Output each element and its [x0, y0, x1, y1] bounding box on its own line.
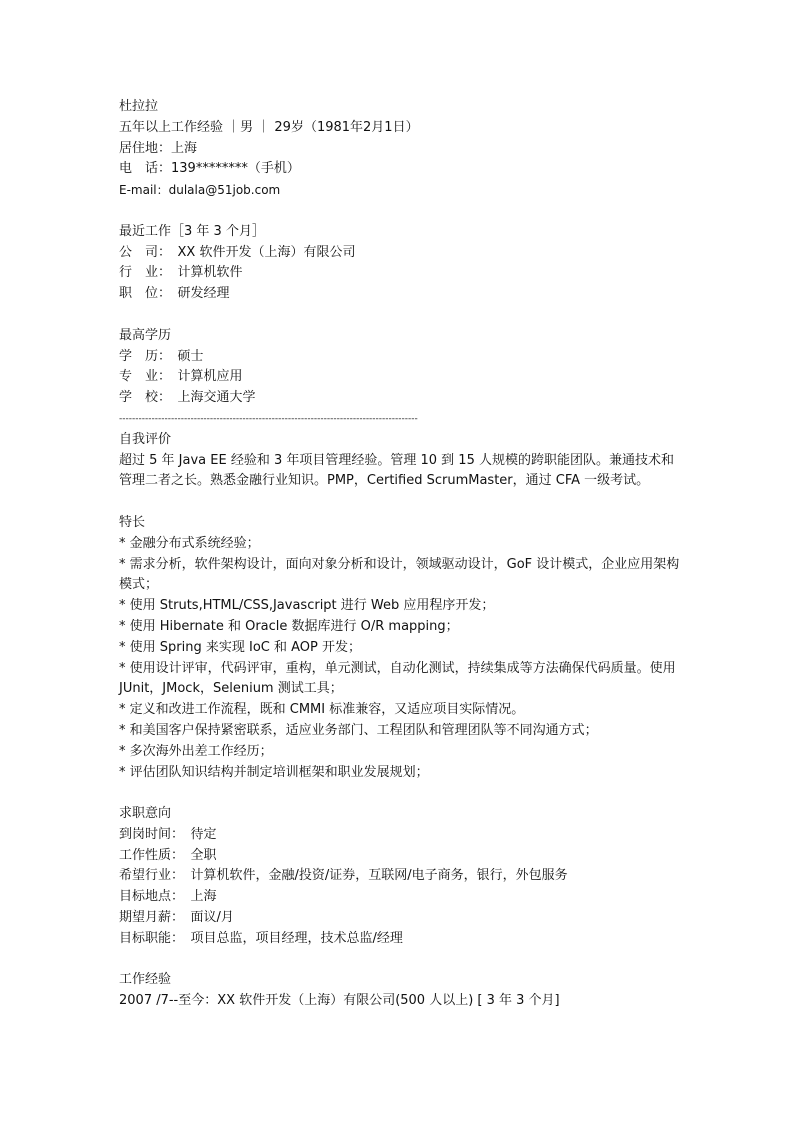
education-degree: 学 历： 硕士: [119, 348, 204, 364]
recent-job-industry: 行 业： 计算机软件: [119, 265, 243, 281]
job-intention-location: 目标地点： 上海: [119, 889, 217, 905]
recent-job-position: 职 位： 研发经理: [119, 286, 230, 302]
residence: 居住地：上海: [119, 140, 198, 156]
summary-line: 五年以上工作经验 ｜男 ｜ 29岁（1981年2月1日）: [119, 119, 419, 135]
phone: 电 话：139********（手机）: [119, 161, 300, 177]
list-item: * 金融分布式系统经验；: [119, 535, 260, 551]
job-intention-job-type: 工作性质： 全职: [119, 847, 217, 863]
recent-job-company: 公 司： XX 软件开发（上海）有限公司: [119, 244, 356, 260]
self-evaluation-text: 超过 5 年 Java EE 经验和 3 年项目管理经验。管理 10 到 15 人规模的跨职能团队。兼通技术和管理二者之长。熟悉金融行业知识。PMP，Certified ScrumMaster，通过 CFA 一级考试。: [119, 452, 674, 489]
section-divider: --------------------------------------------------------------------------------------------: [119, 413, 418, 424]
job-intention-roles: 目标职能： 项目总监，项目经理，技术总监/经理: [119, 930, 403, 946]
spacer: [119, 783, 719, 804]
work-experience-entry: 2007 /7--至今：XX 软件开发（上海）有限公司(500 人以上) [ 3 年 3 个月]: [119, 993, 560, 1009]
spacer: [119, 201, 719, 222]
list-item: * 使用设计评审，代码评审，重构，单元测试，自动化测试，持续集成等方法确保代码质量。使用 JUnit，JMock，Selenium 测试工具；: [119, 660, 676, 697]
email: E-mail：dulala@51job.com: [119, 183, 281, 198]
education-major: 专 业： 计算机应用: [119, 369, 243, 385]
job-intention-industries: 希望行业： 计算机软件，金融/投资/证券，互联网/电子商务，银行，外包服务: [119, 868, 568, 884]
list-item: * 需求分析，软件架构设计，面向对象分析和设计，领域驱动设计，GoF 设计模式，企业应用架构模式；: [119, 556, 680, 593]
education-heading: 最高学历: [119, 327, 172, 343]
list-item: * 评估团队知识结构并制定培训框架和职业发展规划；: [119, 764, 429, 780]
job-intention-heading: 求职意向: [119, 806, 172, 822]
spacer: [119, 950, 719, 971]
specialties-heading: 特长: [119, 514, 146, 530]
recent-job-heading: 最近工作［3 年 3 个月］: [119, 223, 265, 239]
list-item: * 使用 Hibernate 和 Oracle 数据库进行 O/R mapping；: [119, 618, 459, 634]
list-item: * 多次海外出差工作经历；: [119, 743, 273, 759]
list-item: * 使用 Struts,HTML/CSS,Javascript 进行 Web 应用程序开发；: [119, 598, 495, 614]
spacer: [119, 492, 719, 513]
spacer: [119, 305, 719, 326]
work-experience-heading: 工作经验: [119, 972, 172, 988]
list-item: * 使用 Spring 来实现 IoC 和 AOP 开发；: [119, 639, 361, 655]
education-school: 学 校： 上海交通大学: [119, 390, 256, 406]
resume-page: [119, 97, 719, 1012]
self-evaluation-heading: 自我评价: [119, 431, 172, 447]
list-item: * 和美国客户保持紧密联系，适应业务部门、工程团队和管理团队等不同沟通方式；: [119, 722, 598, 738]
list-item: * 定义和改进工作流程，既和 CMMI 标准兼容，又适应项目实际情况。: [119, 702, 525, 718]
name: 杜拉拉: [119, 99, 159, 114]
job-intention-salary: 期望月薪： 面议/月: [119, 910, 234, 926]
job-intention-start-time: 到岗时间： 待定: [119, 826, 217, 842]
